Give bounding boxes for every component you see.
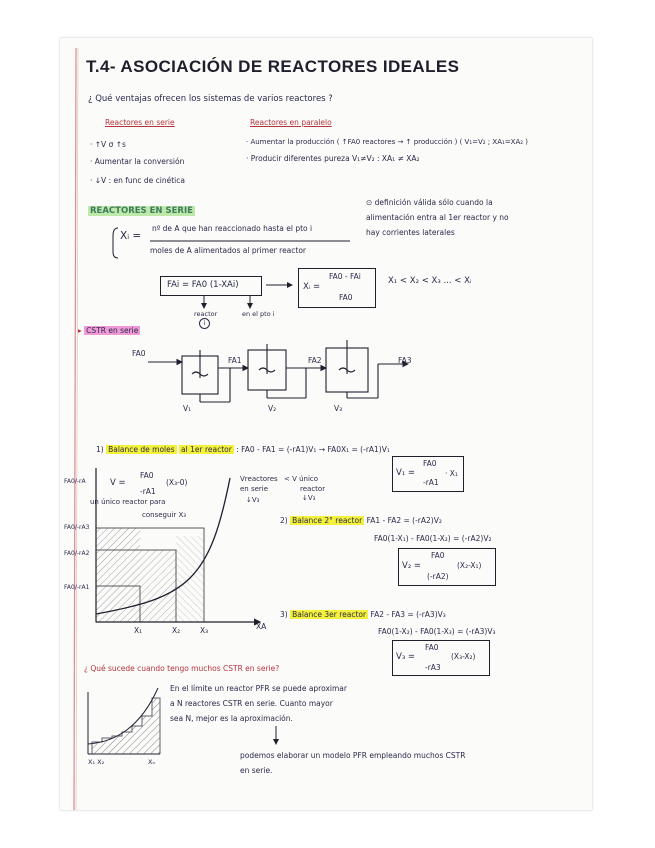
y-label: FA0/-rA1 [64, 584, 90, 591]
question-text: ¿ Qué ventajas ofrecen los sistemas de varios reactores ? [88, 94, 333, 104]
many-cstr-text: En el límite un reactor PFR se puede aproximar [170, 684, 347, 693]
v1-label: V₁ [183, 404, 192, 413]
v-eq-num: FA0 [140, 471, 154, 480]
note-circle-icon: ⊙ [366, 198, 375, 207]
series-note: alimentación entra al 1er reactor y no [366, 213, 509, 222]
v-eq: V = [110, 478, 126, 488]
balance3-eq2: FA0(1-X₂) - FA0(1-X₃) = (-rA3)V₃ [378, 627, 496, 636]
small-graph-xlabel: X₁ X₂ [88, 758, 105, 766]
fa3-label: FA3 [398, 356, 412, 365]
series-item: · ↓V : en func de cinética [90, 176, 185, 185]
series-header: Reactores en serie [105, 118, 175, 127]
reactor-label: reactor [194, 310, 218, 318]
v-eq-den: -rA1 [140, 487, 156, 496]
xi-equation-box [298, 268, 376, 308]
cstr-series-label: ▸ CSTR en serie [78, 326, 139, 335]
fa2-label: FA2 [308, 356, 322, 365]
vreactores-note: en serie [240, 485, 269, 493]
v3-lhs: V₃ = [396, 652, 416, 662]
fa1-label: FA1 [228, 356, 242, 365]
point-circle: i [199, 318, 210, 329]
x-label: X₂ [172, 626, 181, 635]
lt-note: reactor [300, 485, 326, 493]
series-item: · Aumentar la conversión [90, 157, 185, 166]
v1-result-box [392, 456, 464, 492]
v1-rhs: · X₁ [445, 469, 458, 478]
series-note: ⊙ definición válida sólo cuando la [366, 198, 493, 207]
v2-den: (-rA2) [427, 572, 449, 581]
small-graph-xlabel: Xₙ [148, 758, 156, 766]
v1-lhs: V₁ = [396, 468, 416, 478]
v2-rhs: (X₂-X₁) [457, 561, 482, 570]
v2-result-box [398, 548, 496, 586]
v3-label: V₃ [334, 404, 343, 413]
single-reactor-note: conseguir X₃ [142, 511, 187, 519]
balance2-eq: 2) Balance 2° reactor FA1 - FA2 = (-rA2)V₂ [280, 516, 442, 525]
v3-den: -rA3 [425, 663, 441, 672]
balance2-eq2: FA0(1-X₁) - FA0(1-X₂) = (-rA2)V₂ [374, 534, 492, 543]
v-eq-rhs: (X₃-0) [166, 478, 188, 487]
v1-num: FA0 [423, 459, 437, 468]
many-cstr-conclusion: en serie. [240, 766, 273, 775]
vreactores-note: Vreactores [240, 475, 278, 483]
v2-label: V₂ [268, 404, 277, 413]
v2-num: FA0 [431, 551, 445, 560]
point-label: en el pto i [242, 310, 275, 318]
series-note: hay corrientes laterales [366, 228, 455, 237]
parallel-item: · Aumentar la producción ( ↑FA0 reactores → ↑ producción ) ( V₁=V₂ ; XA₁=XA₂ ) [246, 138, 528, 146]
xi-eq-den: FA0 [339, 293, 353, 302]
parallel-item: · Producir diferentes pureza V₁≠V₂ : XA₁ ≠ XA₂ [246, 154, 420, 163]
fai-equation: FAi = FA0 (1-XAi) [167, 280, 239, 290]
many-cstr-text: a N reactores CSTR en serie. Cuanto mayor [170, 699, 333, 708]
fa0-label: FA0 [132, 349, 146, 358]
conversion-ordering: X₁ < X₂ < X₃ ... < Xᵢ [388, 276, 472, 286]
x-label: X₃ [200, 626, 209, 635]
v3-rhs: (X₃-X₂) [451, 652, 476, 661]
many-cstr-conclusion: podemos elaborar un modelo PFR empleando muchos CSTR [240, 751, 466, 760]
page-title: T.4- ASOCIACIÓN DE REACTORES IDEALES [86, 57, 460, 76]
balance3-eq: 3) Balance 3er reactor FA2 - FA3 = (-rA3)V₃ [280, 610, 446, 619]
series-item: · ↑V σ ↑s [90, 140, 126, 149]
lt-note: < V único [284, 475, 319, 483]
many-cstr-text: sea N, mejor es la aproximación. [170, 714, 293, 723]
notebook-page [60, 38, 592, 810]
vreactores-note: ↓V₃ [246, 496, 260, 504]
xi-denominator: moles de A alimentados al primer reactor [150, 246, 307, 255]
x-label: XA [256, 622, 267, 631]
balance1-eq: 1) Balance de moles al 1er reactor : FA0 - FA1 = (-rA1)V₁ → FA0X₁ = (-rA1)V₁ [96, 445, 390, 454]
single-reactor-note: un único reactor para [90, 498, 166, 506]
v3-num: FA0 [425, 643, 439, 652]
many-cstr-question: ¿ Qué sucede cuando tengo muchos CSTR en serie? [84, 664, 280, 673]
xi-label: Xᵢ = [120, 230, 142, 242]
xi-eq-lhs: Xᵢ = [303, 282, 321, 292]
x-label: X₁ [134, 626, 143, 635]
v3-result-box [392, 640, 490, 676]
y-label: FA0/-rA [64, 478, 86, 485]
parallel-header: Reactores en paralelo [250, 118, 332, 127]
v1-den: -rA1 [423, 478, 439, 487]
xi-numerator: nº de A que han reaccionado hasta el pto i [152, 224, 313, 233]
xi-eq-num: FA0 - FAi [329, 272, 361, 281]
fai-equation-box [160, 276, 262, 296]
lt-note: ↓V₃ [302, 494, 316, 502]
y-label: FA0/-rA2 [64, 550, 90, 557]
series-section-heading: REACTORES EN SERIE [90, 206, 193, 216]
v2-lhs: V₂ = [402, 561, 422, 571]
y-label: FA0/-rA3 [64, 524, 90, 531]
